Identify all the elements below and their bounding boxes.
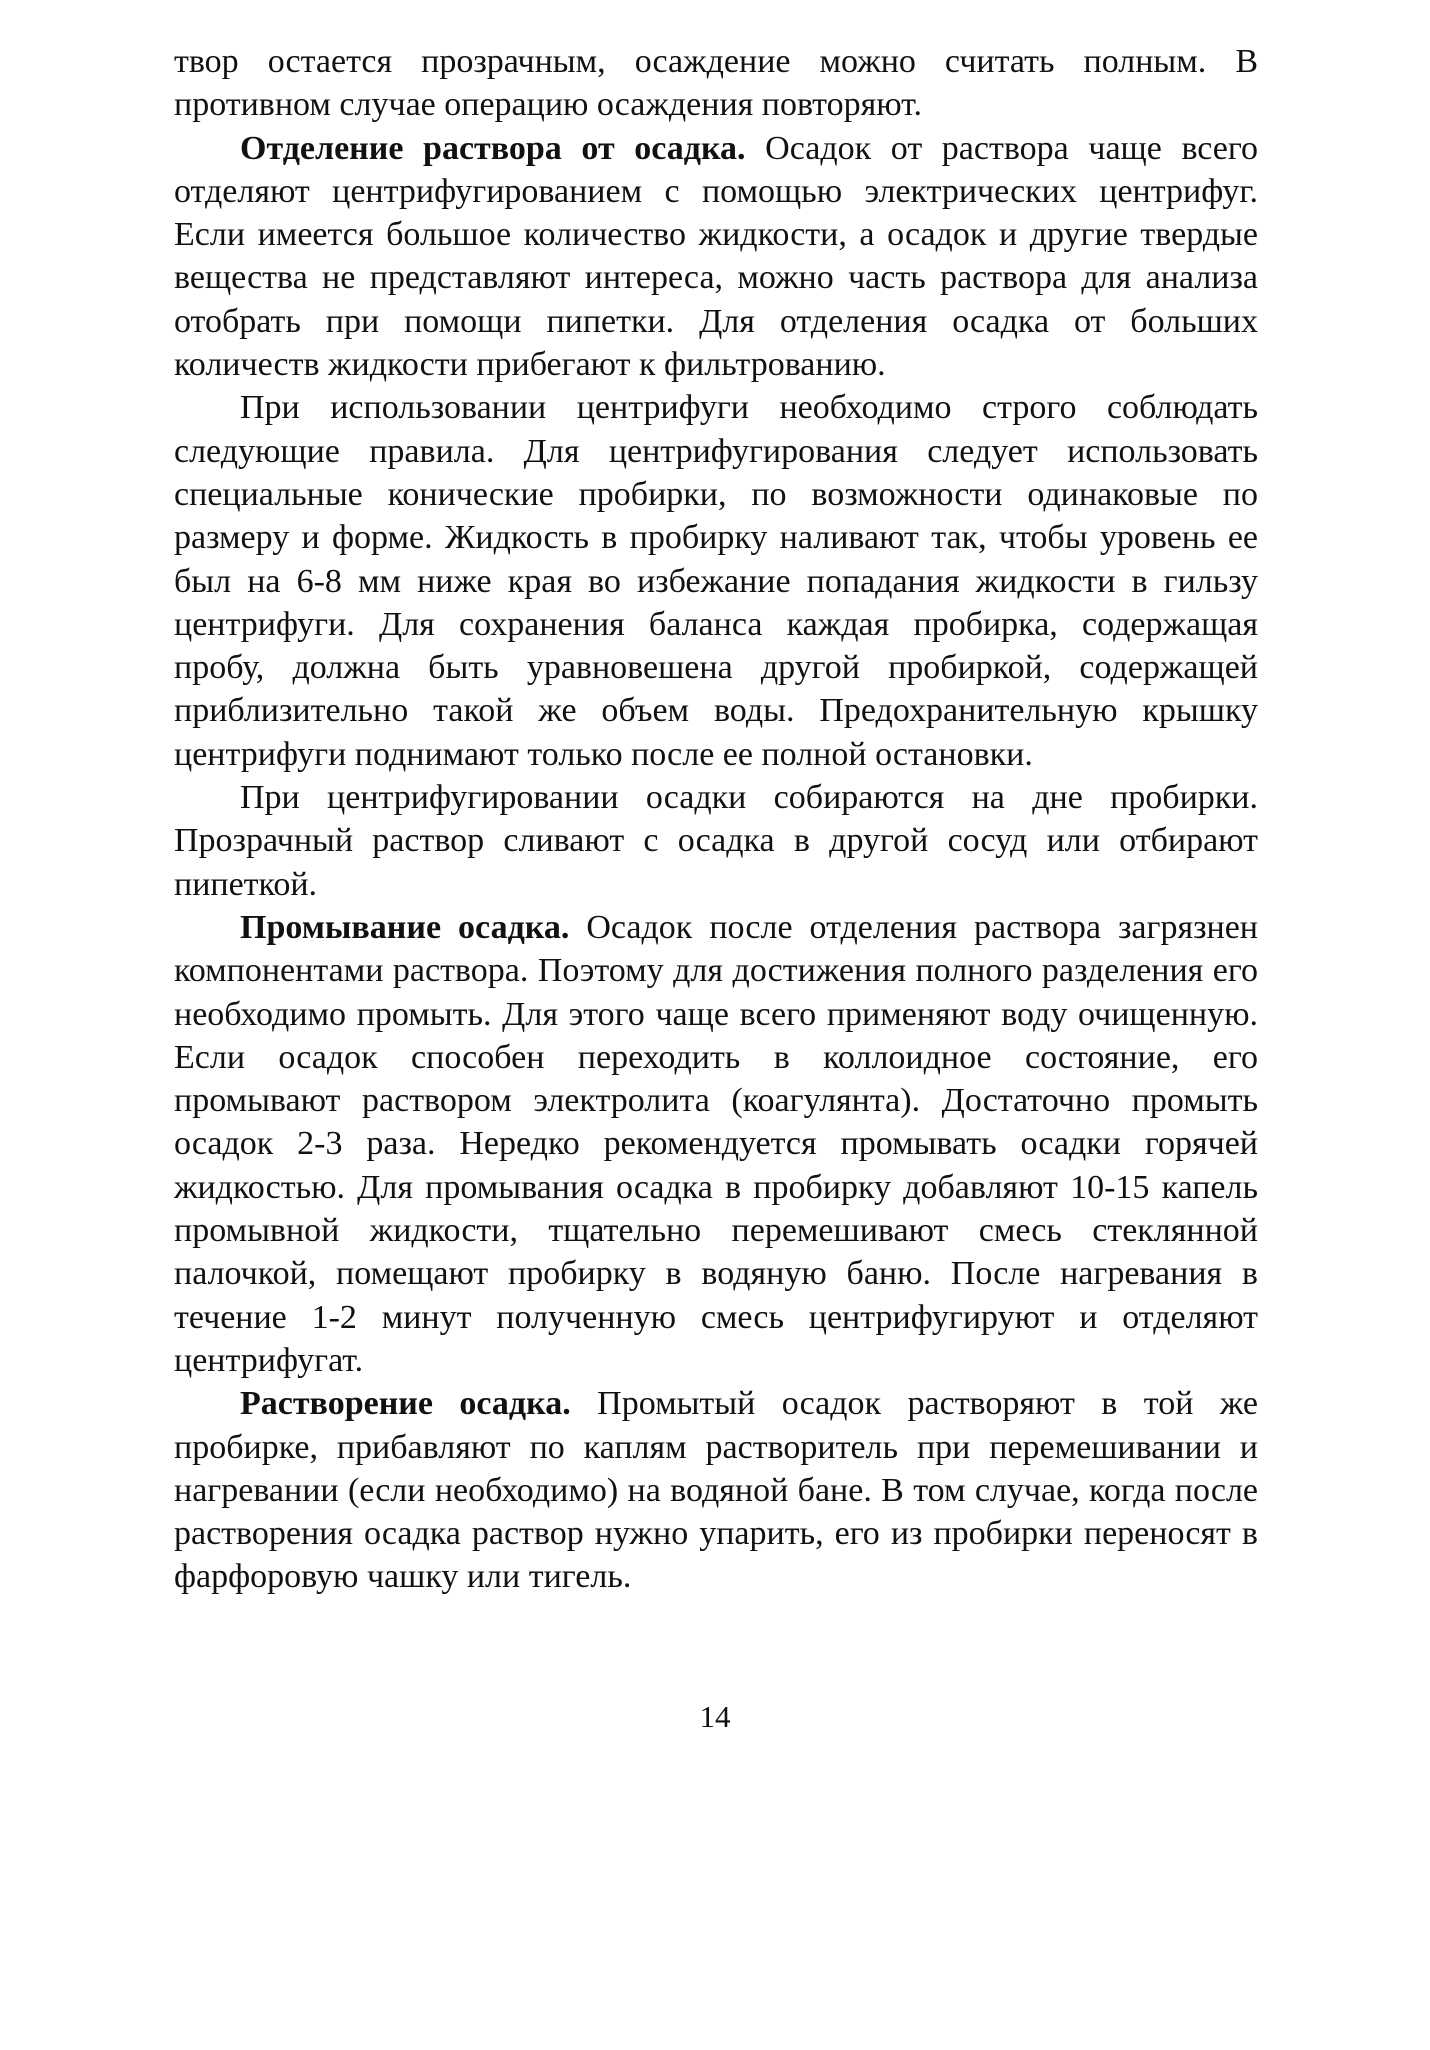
page-number: 14 [699,1699,731,1734]
paragraph-centrifuge-rules [174,386,1258,776]
paragraph-text: При использовании центрифуги необходимо строго соблюдать следующие правила. Для центрифугирования следует использовать специальные конические пробирки, по возможности одинаковые по размеру и форме. Жидкость в пробирку наливают так, чтобы уровень ее был на 6-8 мм ниже края во избежание попадания жидкости в гильзу центрифуги. Для сохранения баланса каждая пробирка, содержащая пробу, должна быть уравновешена другой пробиркой, содержащей приблизительно такой же объем воды. Предохранительную крышку центрифуги поднимают только после ее полной остановки. [174,389,1258,773]
paragraph-text: Промытый осадок растворяют в той же пробирке, прибавляют по каплям растворитель при перемешивании и нагревании (если необходимо) на водяной бане. В том случае, когда после растворения осадка раствор нужно упарить, его из пробирки переносят в фарфоровую чашку или тигель. [174,1385,1258,1596]
paragraph-text: Осадок после отделения раствора загрязнен компонентами раствора. Поэтому для достижения полного разделения его необходимо промыть. Для этого чаще всего применяют воду очищенную. Если осадок способен переходить в коллоидное состояние, его промывают раствором электролита (коагулянта). Достаточно промыть осадок 2-3 раза. Нередко рекомендуется промывать осадки горячей жидкостью. Для промывания осадка в пробирку добавляют 10-15 капель промывной жидкости, тщательно перемешивают смесь стеклянной палочкой, помещают пробирку в водяную баню. После нагревания в течение 1-2 минут полученную смесь центрифугируют и отделяют центрифугат. [174,908,1258,1379]
page-body [174,40,1258,1599]
section-heading-separation: Отделение раствора от осадка. [240,129,746,167]
paragraph-text: При центрифугировании осадки собираются на дне пробирки. Прозрачный раствор сливают с осадка в другой сосуд или отбирают пипеткой. [174,779,1258,903]
section-heading-washing: Промывание осадка. [240,908,570,946]
paragraph-text: твор остается прозрачным, осаждение можно считать полным. В противном случае операцию осаждения повторяют. [174,43,1258,124]
paragraph-text: Осадок от раствора чаще всего отделяют центрифугированием с помощью электрических центрифуг. Если имеется большое количество жидкости, а осадок и другие твердые вещества не представляют интереса, можно часть раствора для анализа отобрать при помощи пипетки. Для отделения осадка от больших количеств жидкости прибегают к фильтрованию. [174,129,1258,384]
paragraph-centrifugation [174,776,1258,906]
paragraph-dissolution [174,1382,1258,1598]
paragraph-separation [174,127,1258,387]
section-heading-dissolution: Растворение осадка. [240,1385,571,1423]
paragraph-continuation [174,40,1258,127]
paragraph-washing [174,906,1258,1382]
